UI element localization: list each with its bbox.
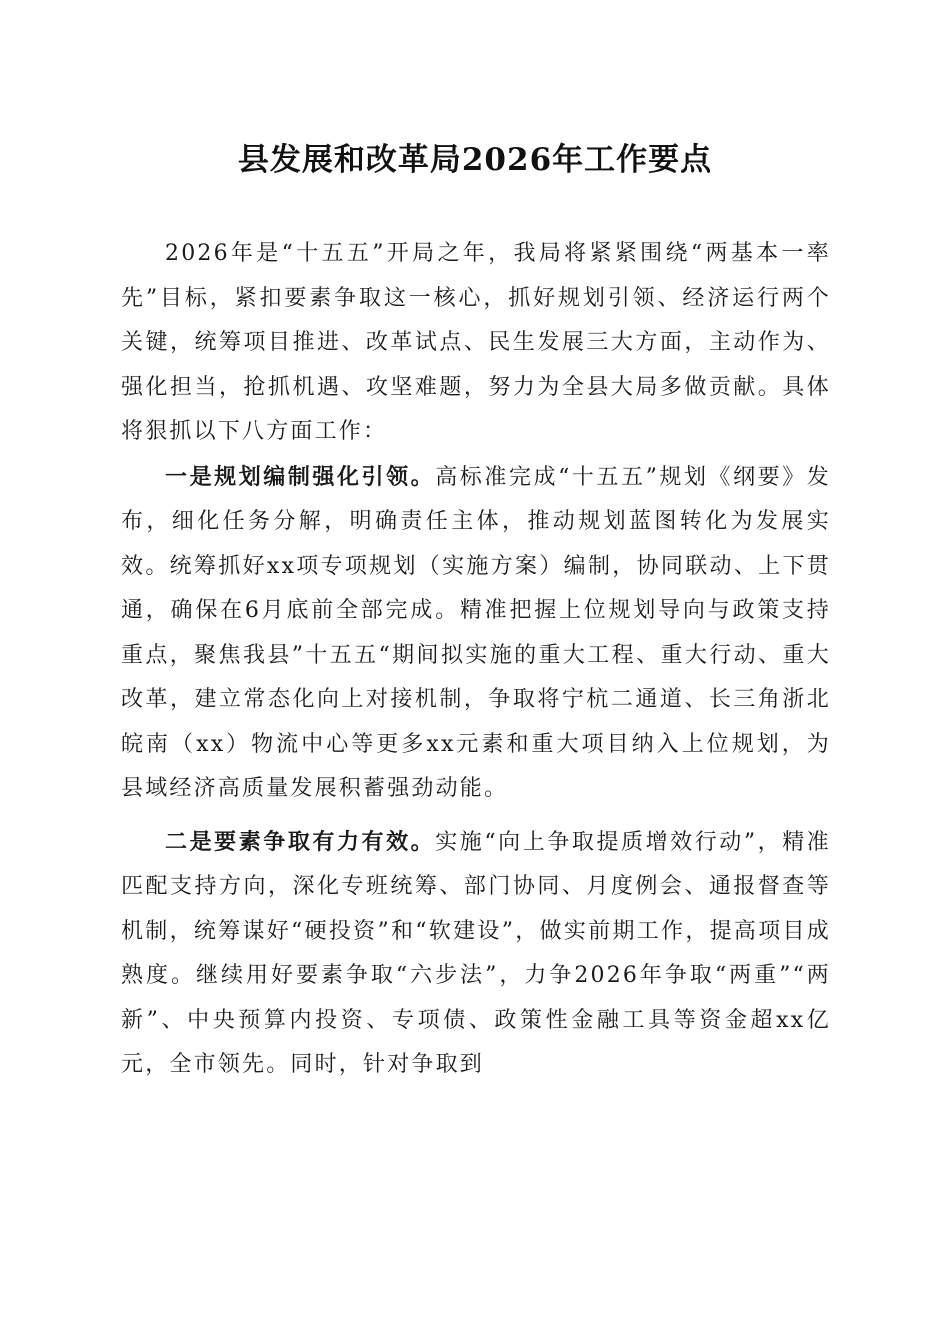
paragraph-intro (121, 232, 831, 455)
paragraph-intro-text: 2026年是“十五五”开局之年，我局将紧紧围绕“两基本一率先”目标，紧扣要素争取这一核心，抓好规划引领、经济运行两个关键，统筹项目推进、改革试点、民生发展三大方面，主动作为、强化担当，抢抓机遇、攻坚难题，努力为全县大局多做贡献。具体将狠抓以下八方面工作： (121, 241, 831, 444)
paragraph-planning (121, 455, 831, 812)
paragraph-resources-text: 实施“向上争取提质增效行动”，精准匹配支持方向，深化专班统筹、部门协同、月度例会、通报督查等机制，统筹谋好“硬投资”和“软建设”，做实前期工作，提高项目成熟度。继续用好要素争取“六步法”，力争2026年争取“两重”“两新”、中央预算内投资、专项债、政策性金融工具等资金超xx亿元，全市领先。同时，针对争取到 (121, 829, 831, 1077)
paragraph-resources (121, 820, 831, 1088)
paragraph-planning-heading: 一是规划编制强化引领。 (165, 463, 436, 490)
paragraph-planning-text: 高标准完成“十五五”规划《纲要》发布，细化任务分解，明确责任主体，推动规划蓝图转化为发展实效。统筹抓好xx项专项规划（实施方案）编制，协同联动、上下贯通，确保在6月底前全部完成。精准把握上位规划导向与政策支持重点，聚焦我县”十五五“期间拟实施的重大工程、重大行动、重大改革，建立常态化向上对接机制，争取将宁杭二通道、长三角浙北皖南（xx）物流中心等更多xx元素和重大项目纳入上位规划，为县域经济高质量发展积蓄强劲动能。 (121, 464, 831, 801)
paragraph-resources-heading: 二是要素争取有力有效。 (165, 828, 436, 855)
page-title: 县发展和改革局2026年工作要点 (237, 142, 713, 178)
document-body (121, 232, 831, 1088)
